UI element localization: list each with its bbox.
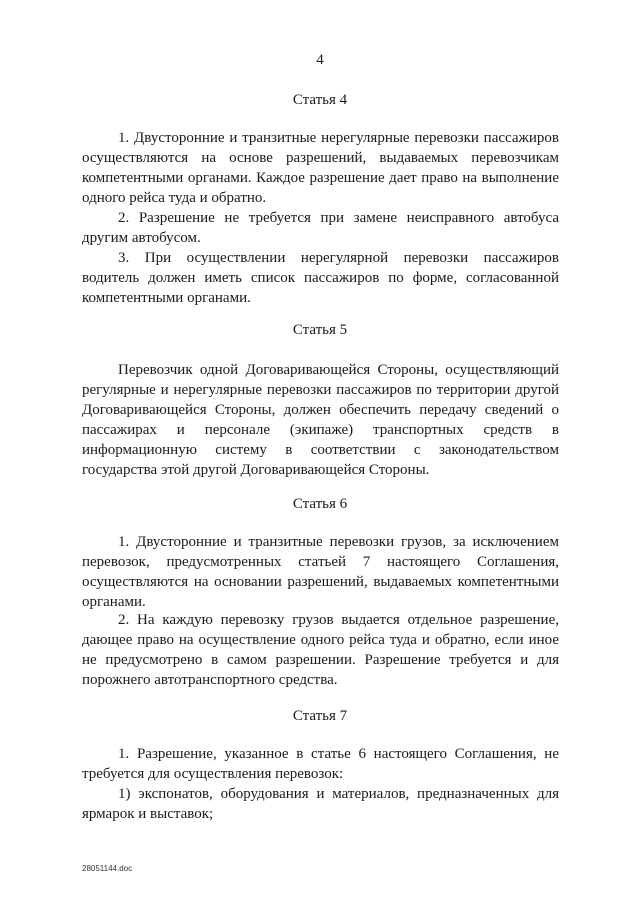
article-6-paragraph-1: 1. Двусторонние и транзитные перевозки грузов, за исключением перевозок, предусмотренных статьей 7 настоящего Соглашения, осуществляются на основании разрешений, выдаваемых компетентными органами. bbox=[82, 534, 559, 610]
article-6-paragraph-2: 2. На каждую перевозку грузов выдается отдельное разрешение, дающее право на осуществление одного рейса туда и обратно, если иное не предусмотрено в самом разрешении. Разрешение требуется и для порожнего автотранспортного средства. bbox=[82, 612, 559, 688]
article-4-paragraph-2: 2. Разрешение не требуется при замене неисправного автобуса другим автобусом. bbox=[82, 210, 559, 246]
article-6-heading: Статья 6 bbox=[292, 496, 348, 512]
page-number: 4 bbox=[316, 52, 324, 68]
article-4-paragraph-1: 1. Двусторонние и транзитные нерегулярные перевозки пассажиров осуществляются на основе разрешений, выдаваемых перевозчикам компетентными органами. Каждое разрешение дает право на выполнение одного рейса туда и обратно. bbox=[82, 130, 559, 206]
article-4-paragraph-3: 3. При осуществлении нерегулярной перевозки пассажиров водитель должен иметь список пассажиров по форме, согласованной компетентными органами. bbox=[82, 250, 559, 306]
article-5-heading: Статья 5 bbox=[292, 322, 348, 338]
article-4-heading: Статья 4 bbox=[292, 92, 348, 108]
footer-filename: 28051144.doc bbox=[82, 864, 133, 873]
article-7-paragraph-2: 1) экспонатов, оборудования и материалов, предназначенных для ярмарок и выставок; bbox=[82, 786, 559, 822]
article-5-paragraph-1: Перевозчик одной Договаривающейся Стороны, осуществляющий регулярные и нерегулярные перевозки пассажиров по территории другой Договаривающейся Стороны, должен обеспечить передачу сведений о пассажирах и персонале (экипаже) транспортных средств в информационную систему в соответствии с законодательством государства этой другой Договаривающейся Стороны. bbox=[82, 362, 559, 478]
article-7-heading: Статья 7 bbox=[292, 708, 348, 724]
article-7-paragraph-1: 1. Разрешение, указанное в статье 6 настоящего Соглашения, не требуется для осуществления перевозок: bbox=[82, 746, 559, 782]
